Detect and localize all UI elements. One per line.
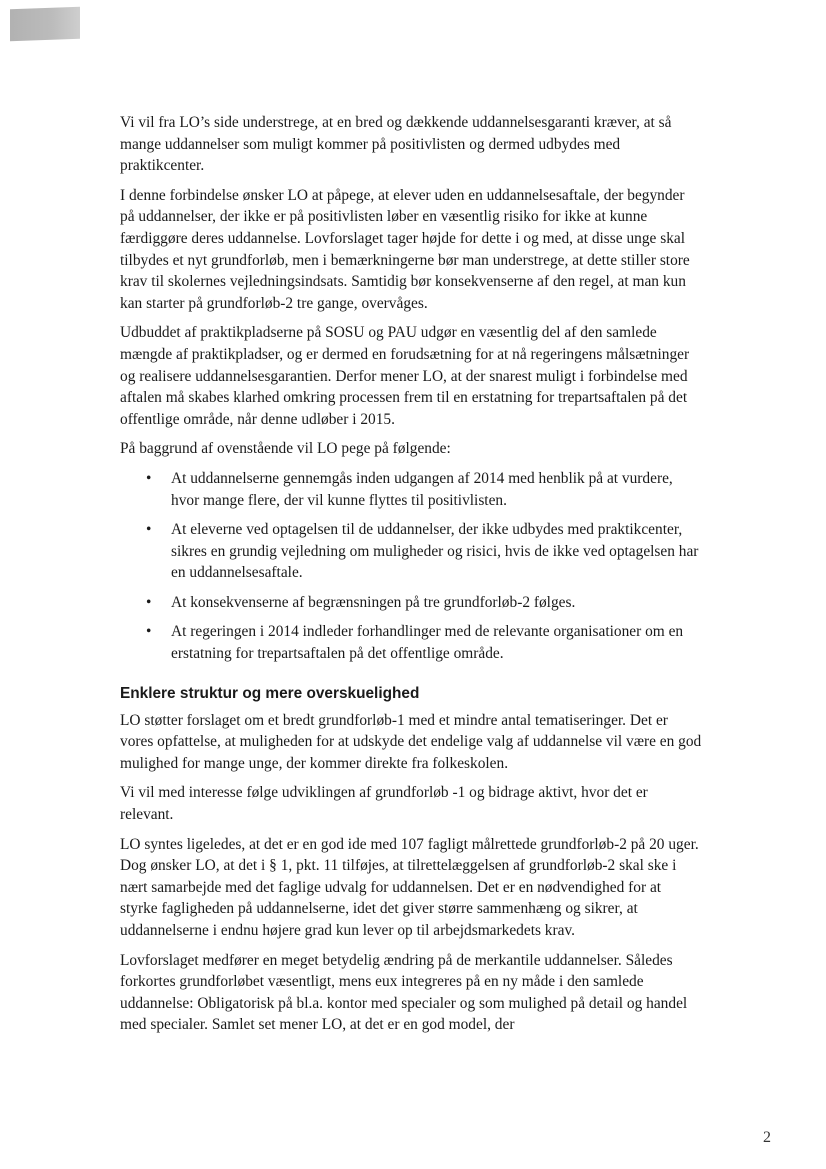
paragraph: Lovforslaget medfører en meget betydelig ændring på de merkantile uddannelser. Således forkortes grundforløbet væsentligt, mens eux integreres på en ny måde i den samlede uddannelse: Obligatorisk på bl.a. kontor med specialer og som mulighed på detail og handel med specialer. Samlet set mener LO, at det er en god model, der [120,951,688,1034]
bullet-list [120,468,702,665]
paragraph: I denne forbindelse ønsker LO at påpege, at elever uden en uddannelsesaftale, der begynder på uddannelser, der ikke er på positivlisten løber en væsentlig risiko for ikke at kunne færdiggøre deres uddannelse. Lovforslaget tager højde for dette i og med, at disse unge skal tilbydes et nyt grundforløb, men i bemærkningerne bør man understrege, at dette stiller store krav til skolernes vejledningsindsats. Samtidig bør konsekvenserne af den regel, at man kun kan starter på grundforløb-2 tre gange, overvåges. [120,186,690,312]
paragraph: Udbuddet af praktikpladserne på SOSU og PAU udgør en væsentlig del af den samlede mængde af praktikpladser, og er dermed en forudsætning for at nå regeringens målsætninger og realisere uddannelsesgarantien. Derfor mener LO, at der snarest muligt i forbindelse med aftalen må skabes klarhed omkring processen frem til en erstatning for trepartsaftalen på det offentlige område, når denne udløber i 2015. [120,324,690,428]
list-item: • At konsekvenserne af begrænsningen på tre grundforløb-2 følges. [171,592,702,614]
section-heading: Enklere struktur og mere overskuelighed [120,684,420,702]
list-item: • At uddannelserne gennemgås inden udgangen af 2014 med henblik på at vurdere, hvor mange flere, der vil kunne flyttes til positivlisten. [171,468,702,511]
scan-artifact [10,7,80,41]
page-number: 2 [763,1129,771,1146]
paragraph: På baggrund af ovenstående vil LO pege på følgende: [120,440,451,458]
paragraph: Vi vil fra LO’s side understrege, at en bred og dækkende uddannelsesgaranti kræver, at så mange uddannelser som muligt kommer på positivlisten og dermed udbydes med praktikcenter. [120,114,672,175]
paragraph: LO syntes ligeledes, at det er en god ide med 107 fagligt målrettede grundforløb-2 på 20 uger. Dog ønsker LO, at det i § 1, pkt. 11 tilføjes, at tilrettelæggelsen af grundforløb-2 skal ske i nært samarbejde med det faglige udvalg for uddannelsen. Det er en nødvendighed for at styrke fagligheden på uddannelserne, idet det giver større sammenhæng og sikrer, at uddannelserne i endnu højere grad kun lever op til arbejdsmarkedets krav. [120,835,699,939]
list-item: • At eleverne ved optagelsen til de uddannelser, der ikke udbydes med praktikcenter, sikres en grundig vejledning om muligheder og risici, hvis de ikke ved optagelsen har en uddannelsesaftale. [171,519,702,584]
list-item: • At regeringen i 2014 indleder forhandlinger med de relevante organisationer om en erstatning for trepartsaftalen på det offentlige område. [171,621,702,664]
paragraph: LO støtter forslaget om et bredt grundforløb-1 med et mindre antal tematiseringer. Det er vores opfattelse, at muligheden for at udskyde det endelige valg af uddannelse vil være en god mulighed for mange unge, der kommer direkte fra folkeskolen. [120,711,702,772]
paragraph: Vi vil med interesse følge udviklingen af grundforløb -1 og bidrage aktivt, hvor det er relevant. [120,784,648,824]
document-body [120,112,702,1044]
